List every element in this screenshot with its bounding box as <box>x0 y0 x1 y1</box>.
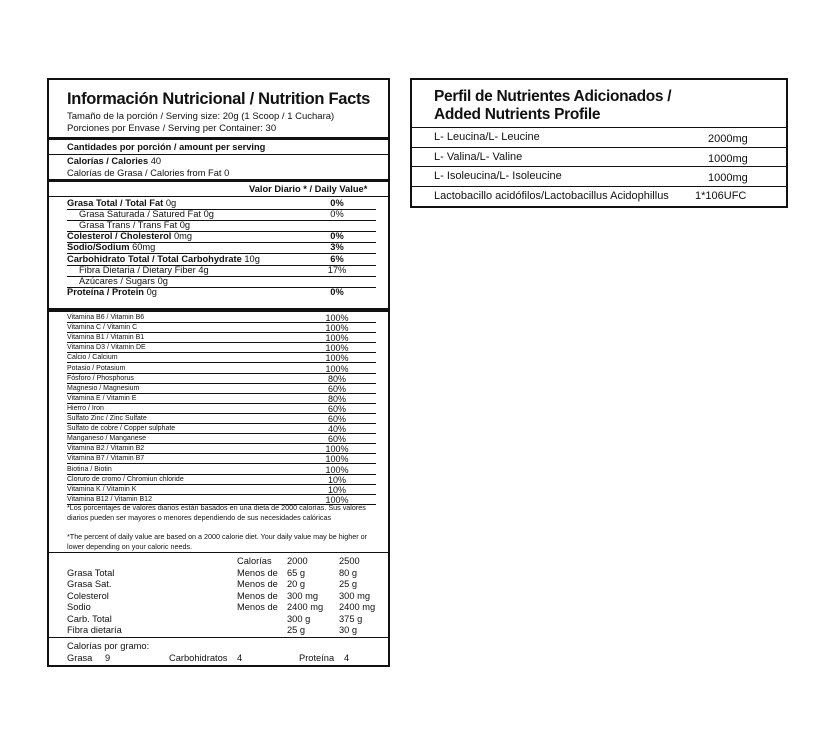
vitamin-row <box>67 475 376 485</box>
dv-row-condition: Menos de <box>237 567 278 578</box>
vitamin-name: Hierro / Iron <box>67 404 104 412</box>
profile-nutrient-name: L- Isoleucina/L- Isoleucine <box>434 170 562 182</box>
nutrient-amount: 0g <box>146 286 157 297</box>
calories-from-fat: Calorías de Grasa / Calories from Fat 0 <box>67 168 230 178</box>
calories-line <box>67 156 161 166</box>
profile-nutrient-name: L- Leucina/L- Leucine <box>434 131 540 143</box>
nutrient-name <box>67 231 192 242</box>
nutrient-name <box>67 254 260 265</box>
nutrient-name <box>79 220 190 231</box>
per-gram-protein: 4 <box>344 653 350 663</box>
vitamin-name: Calcio / Calcium <box>67 354 118 362</box>
vitamin-name: Vitamina B6 / Vitamin B6 <box>67 314 145 321</box>
nutrient-row <box>67 220 376 231</box>
dv-row-2000: 300 mg <box>287 590 319 601</box>
nutrient-percent: 0% <box>330 286 344 297</box>
dv-row-2500: 25 g <box>339 579 358 589</box>
nutrition-facts-label <box>47 78 390 667</box>
per-gram-protein-label: Proteína <box>299 653 335 663</box>
dv-row-name: Sodio <box>67 602 91 612</box>
dv-row-2000: 2400 mg <box>287 602 324 612</box>
vitamin-percent: 100% <box>325 444 349 455</box>
dv-row-2000: 25 g <box>287 625 306 635</box>
vitamin-name: Vitamina K / Vitamin K <box>67 485 137 493</box>
vitamin-percent: 100% <box>325 464 349 475</box>
vitamin-percent: 100% <box>325 343 349 354</box>
vitamin-percent: 80% <box>327 373 346 384</box>
profile-nutrient-amount: 1000mg <box>708 152 748 165</box>
nutrient-amount: 0g <box>179 220 191 231</box>
vitamin-percent: 100% <box>325 333 349 344</box>
nutrient-row <box>67 276 376 287</box>
dv-row-condition: Menos de <box>237 602 278 612</box>
vitamin-percent: 60% <box>327 434 346 445</box>
nutrient-label: Grasa Saturada / Satured Fat <box>79 209 201 220</box>
nutrient-label: Fibra Dietaria / Dietary Fiber <box>79 264 196 275</box>
vitamin-name: Fósforo / Phosphorus <box>67 374 134 382</box>
nutrient-name <box>67 198 176 209</box>
thick-divider <box>49 179 388 182</box>
nutrient-name <box>67 242 155 253</box>
vitamin-percent: 10% <box>327 484 346 495</box>
vitamin-percent: 100% <box>325 454 349 465</box>
nutrient-amount: 0g <box>203 209 214 220</box>
nutrient-row <box>67 254 376 265</box>
vitamin-row <box>67 444 376 454</box>
profile-nutrient-amount: 1000mg <box>708 172 748 184</box>
dv-row-name: Fibra dietaría <box>67 625 122 635</box>
vitamin-name: Vitamina B7 / Vitamin B7 <box>67 455 145 463</box>
dv-2500-header: 2500 <box>339 556 360 566</box>
vitamin-row <box>67 313 376 323</box>
profile-row <box>412 147 786 167</box>
dv-row-2500: 2400 mg <box>339 602 376 612</box>
profile-row <box>412 127 786 147</box>
per-gram-carb-label: Carbohidratos <box>169 653 228 663</box>
vitamin-row <box>67 333 376 343</box>
nutrient-amount: 0g <box>157 275 168 286</box>
nutrient-label: Grasa Total / Total Fat <box>67 198 164 208</box>
nutrient-percent: 3% <box>330 242 344 253</box>
per-gram-fat: 9 <box>105 653 111 663</box>
vitamin-percent: 100% <box>325 363 349 374</box>
nutrient-row <box>67 287 376 298</box>
vitamin-row <box>67 353 376 363</box>
vitamin-name: Manganeso / Manganese <box>67 435 146 443</box>
dv-row-name: Carb. Total <box>67 613 112 624</box>
dv-row-2500: 375 g <box>339 613 363 624</box>
serving-size: Tamaño de la porción / Serving size: 20g (1 Scoop / 1 Cuchara) <box>67 111 335 122</box>
nutrient-label: Colesterol / Cholesterol <box>67 231 172 242</box>
vitamin-row <box>67 323 376 333</box>
vitamin-name: Sulfato de cobre / Copper sulphate <box>67 425 176 433</box>
servings-per-container: Porciones por Envase / Serving per Container: 30 <box>67 123 277 134</box>
dv-row-2500: 30 g <box>339 625 358 635</box>
nutrient-name <box>67 287 157 298</box>
nutrient-label: Grasa Trans / Trans Fat <box>79 220 178 231</box>
vitamin-row <box>67 364 376 374</box>
vitamin-name: Biotina / Biotin <box>67 465 112 473</box>
vitamin-percent: 40% <box>327 424 346 435</box>
profile-nutrient-amount: 2000mg <box>708 133 748 145</box>
dv-row-2000: 300 g <box>287 613 311 624</box>
profile-nutrient-name: L- Valina/L- Valine <box>434 150 523 163</box>
vitamin-row <box>67 394 376 404</box>
dv-2000-header: 2000 <box>287 556 308 566</box>
divider <box>49 154 388 155</box>
nutrient-amount: 0g <box>165 198 177 208</box>
nutrient-label: Sodio/Sodium <box>67 242 130 253</box>
vitamin-row <box>67 404 376 414</box>
vitamin-row <box>67 424 376 434</box>
amount-per-serving: Cantidades por porción / amount per serving <box>67 142 266 152</box>
vitamin-percent: 100% <box>325 323 349 334</box>
added-nutrients-profile <box>410 78 788 208</box>
divider <box>49 552 388 553</box>
vitamin-name: Vitamina C / Vitamin C <box>67 324 138 332</box>
thick-divider <box>49 137 388 140</box>
footnote-en: *The percent of daily value are based on a 2000 calorie diet. Your daily value may be higher or lower depending on your caloric needs. <box>67 532 368 551</box>
vitamin-row <box>67 343 376 353</box>
vitamin-name: Magnesio / Magnesium <box>67 384 140 392</box>
daily-value-header: Valor Diario * / Daily Value* <box>249 184 368 194</box>
nutrient-row <box>67 265 376 276</box>
vitamin-name: Vitamina D3 / Vitamin DE <box>67 344 146 352</box>
vitamin-row <box>67 434 376 444</box>
dv-row-name: Grasa Sat. <box>67 579 112 589</box>
vitamin-name: Vitamina E / Vitamin E <box>67 394 137 402</box>
dv-row-2500: 80 g <box>339 567 358 578</box>
nutrient-amount: 60mg <box>132 242 156 253</box>
vitamin-row <box>67 414 376 424</box>
per-gram-fat-label: Grasa <box>67 653 93 663</box>
vitamin-name: Cloruro de cromo / Chromiun chloride <box>67 475 184 483</box>
dv-calories-header: Calorías <box>237 556 272 566</box>
vitamin-percent: 100% <box>325 313 349 323</box>
profile-nutrient-name: Lactobacillo acidófilos/Lactobacillus Acidophillus <box>434 189 669 202</box>
dv-row-2500: 300 mg <box>339 590 371 601</box>
vitamin-row <box>67 454 376 464</box>
vitamin-percent: 80% <box>327 393 346 404</box>
profile-title-line1: Perfil de Nutrientes Adicionados / <box>434 88 672 105</box>
nutrient-row <box>67 209 376 220</box>
dv-row-condition: Menos de <box>237 579 278 589</box>
nutrient-amount: 0mg <box>173 231 193 242</box>
vitamin-percent: 100% <box>325 353 349 364</box>
vitamin-name: Potasio / Potasium <box>67 364 126 372</box>
nutrient-row <box>67 231 376 242</box>
nutrient-percent: 0% <box>330 209 344 220</box>
dv-row-name: Colesterol <box>67 590 109 601</box>
vitamin-name: Sulfato Zinc / Zinc Sulfate <box>67 415 147 422</box>
dv-row-2000: 65 g <box>287 567 306 578</box>
nutrient-name <box>79 265 209 276</box>
nutrient-label: Azúcares / Sugars <box>79 275 155 286</box>
nutrient-name <box>79 209 214 220</box>
vitamin-name: Vitamina B12 / Vitamin B12 <box>67 495 152 503</box>
nutrient-percent: 6% <box>330 253 344 264</box>
nutrient-row <box>67 242 376 253</box>
nutrient-name <box>79 276 168 287</box>
vitamin-name: Vitamina B2 / Vitamin B2 <box>67 445 145 453</box>
divider <box>49 637 388 638</box>
divider <box>49 196 388 197</box>
vitamin-percent: 100% <box>325 494 349 505</box>
vitamin-percent: 60% <box>327 383 346 394</box>
nutrient-label: Carbohidrato Total / Total Carbohydrate <box>67 253 242 264</box>
nutrient-amount: 4g <box>198 264 209 275</box>
vitamin-row <box>67 384 376 394</box>
footnote-es: *Los porcentajes de valores diarios están basados en una dieta de 2000 calorías. Sus valores diarios pueden ser mayores o menores dependiendo de sus necesidades calóricas <box>67 503 366 522</box>
calories-label: Calorías / Calories <box>67 156 149 166</box>
thick-divider <box>49 308 388 312</box>
vitamin-row <box>67 465 376 475</box>
profile-title-line2: Added Nutrients Profile <box>434 106 601 123</box>
facts-title: Información Nutricional / Nutrition Facts <box>67 90 371 108</box>
nutrient-percent: 0% <box>330 231 344 242</box>
profile-title <box>434 88 671 124</box>
profile-row <box>412 166 786 186</box>
profile-nutrient-amount: 1*106UFC <box>695 189 747 202</box>
per-gram-carb: 4 <box>237 653 243 663</box>
dv-row-2000: 20 g <box>287 579 306 589</box>
calories-value: 40 <box>150 156 162 166</box>
nutrient-amount: 10g <box>244 253 260 264</box>
nutrient-label: Proteína / Protein <box>67 286 144 297</box>
dv-row-name: Grasa Total <box>67 567 115 578</box>
vitamin-percent: 60% <box>327 414 346 424</box>
vitamin-name: Vitamina B1 / Vitamin B1 <box>67 334 145 342</box>
nutrient-percent: 17% <box>327 264 347 275</box>
nutrient-row <box>67 198 376 209</box>
nutrient-percent: 0% <box>330 198 344 208</box>
per-gram-title: Calorías por gramo: <box>67 641 150 651</box>
vitamin-percent: 60% <box>327 403 346 414</box>
vitamin-row <box>67 485 376 495</box>
vitamin-percent: 10% <box>327 474 346 485</box>
profile-row <box>412 186 786 206</box>
dv-row-condition: Menos de <box>237 590 278 601</box>
vitamin-row <box>67 374 376 384</box>
